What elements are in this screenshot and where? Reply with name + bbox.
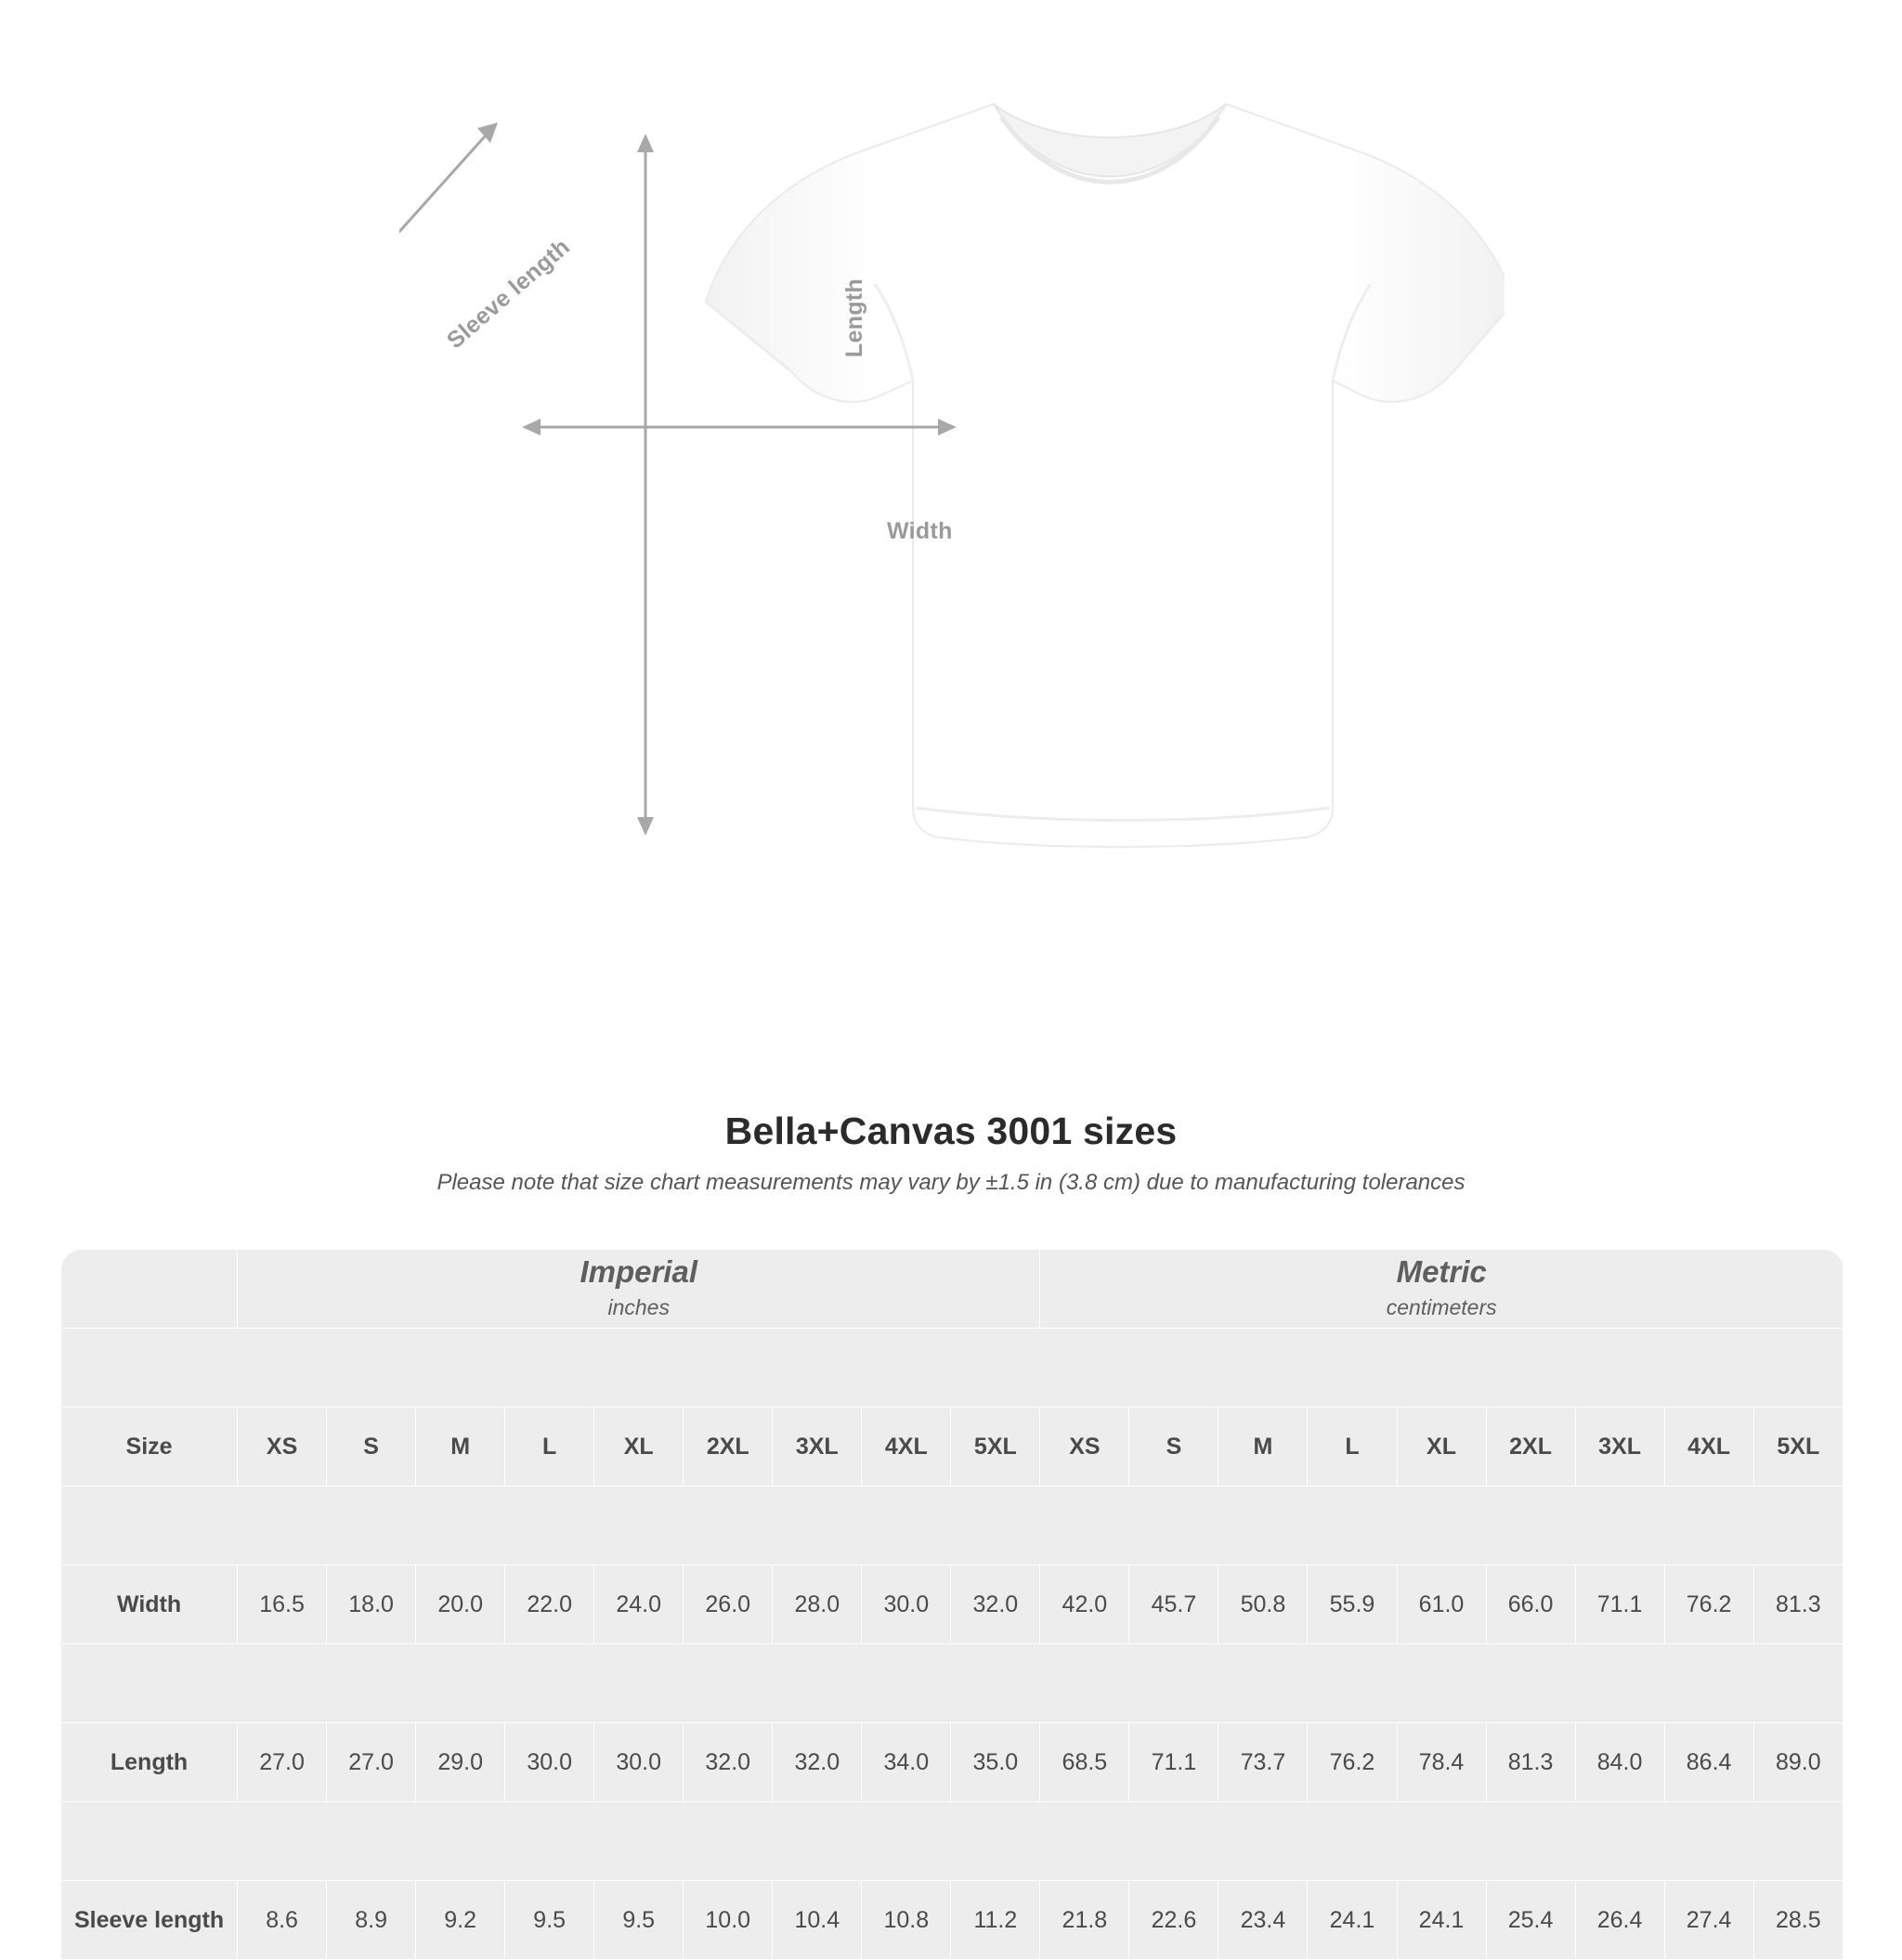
size-table-wrapper — [60, 1249, 1843, 1960]
cell-sleeve-4: 9.5 — [594, 1881, 684, 1960]
cell-length-4: 30.0 — [594, 1723, 684, 1802]
cell-sleeve-14: 25.4 — [1486, 1881, 1575, 1960]
size-col-2xl-imperial: 2XL — [684, 1408, 773, 1486]
cell-length-14: 81.3 — [1486, 1723, 1575, 1802]
cell-sleeve-0: 8.6 — [238, 1881, 327, 1960]
cell-width-1: 18.0 — [327, 1565, 416, 1644]
cell-sleeve-13: 24.1 — [1397, 1881, 1486, 1960]
size-col-xl-imperial: XL — [594, 1408, 684, 1486]
unit-group-metric-sub: centimeters — [1386, 1295, 1497, 1320]
cell-sleeve-10: 22.6 — [1129, 1881, 1218, 1960]
cell-length-6: 32.0 — [773, 1723, 862, 1802]
size-col-s-imperial: S — [327, 1408, 416, 1486]
cell-length-1: 27.0 — [327, 1723, 416, 1802]
size-header-row — [61, 1408, 1843, 1486]
size-col-3xl-metric: 3XL — [1575, 1408, 1664, 1486]
cell-length-5: 32.0 — [684, 1723, 773, 1802]
size-col-4xl-imperial: 4XL — [862, 1408, 951, 1486]
table-row — [61, 1565, 1843, 1644]
unit-group-imperial-sub: inches — [607, 1295, 670, 1320]
unit-group-imperial — [238, 1250, 1040, 1329]
cell-sleeve-15: 26.4 — [1575, 1881, 1664, 1960]
cell-width-13: 61.0 — [1397, 1565, 1486, 1644]
cell-sleeve-5: 10.0 — [684, 1881, 773, 1960]
cell-width-4: 24.0 — [594, 1565, 684, 1644]
table-spacer — [61, 1802, 1843, 1881]
size-col-m-metric: M — [1218, 1408, 1308, 1486]
table-spacer — [61, 1644, 1843, 1723]
size-header-label: Size — [61, 1408, 238, 1486]
cell-length-9: 68.5 — [1040, 1723, 1129, 1802]
cell-length-3: 30.0 — [505, 1723, 594, 1802]
size-col-2xl-metric: 2XL — [1486, 1408, 1575, 1486]
unit-group-imperial-name: Imperial — [580, 1253, 697, 1289]
cell-length-15: 84.0 — [1575, 1723, 1664, 1802]
size-col-3xl-imperial: 3XL — [773, 1408, 862, 1486]
cell-length-7: 34.0 — [862, 1723, 951, 1802]
size-col-s-metric: S — [1129, 1408, 1218, 1486]
cell-length-0: 27.0 — [238, 1723, 327, 1802]
cell-width-2: 20.0 — [416, 1565, 505, 1644]
cell-sleeve-17: 28.5 — [1753, 1881, 1843, 1960]
page-title: Bella+Canvas 3001 sizes — [724, 1110, 1178, 1152]
cell-width-16: 76.2 — [1664, 1565, 1753, 1644]
title-block — [0, 1110, 1902, 1196]
table-row — [61, 1881, 1843, 1960]
cell-width-17: 81.3 — [1753, 1565, 1843, 1644]
cell-width-5: 26.0 — [684, 1565, 773, 1644]
label-sleeve-length: Sleeve length — [442, 233, 575, 355]
unit-group-metric — [1040, 1250, 1843, 1329]
cell-sleeve-3: 9.5 — [505, 1881, 594, 1960]
cell-length-12: 76.2 — [1308, 1723, 1397, 1802]
size-col-5xl-metric: 5XL — [1753, 1408, 1843, 1486]
size-col-xs-metric: XS — [1040, 1408, 1129, 1486]
cell-sleeve-9: 21.8 — [1040, 1881, 1129, 1960]
cell-width-15: 71.1 — [1575, 1565, 1664, 1644]
size-table — [60, 1249, 1843, 1960]
cell-sleeve-6: 10.4 — [773, 1881, 862, 1960]
cell-width-14: 66.0 — [1486, 1565, 1575, 1644]
tolerance-note: Please note that size chart measurements may vary by ±1.5 in (3.8 cm) due to manufacturing tolerances — [436, 1170, 1466, 1195]
tshirt-figure — [399, 65, 1505, 1049]
unit-group-metric-name: Metric — [1396, 1253, 1487, 1289]
cell-length-11: 73.7 — [1218, 1723, 1308, 1802]
cell-sleeve-1: 8.9 — [327, 1881, 416, 1960]
cell-length-8: 35.0 — [951, 1723, 1040, 1802]
cell-width-12: 55.9 — [1308, 1565, 1397, 1644]
cell-width-0: 16.5 — [238, 1565, 327, 1644]
unit-header-spacer — [61, 1250, 238, 1329]
row-label-width: Width — [61, 1565, 238, 1644]
cell-sleeve-11: 23.4 — [1218, 1881, 1308, 1960]
cell-length-17: 89.0 — [1753, 1723, 1843, 1802]
cell-width-6: 28.0 — [773, 1565, 862, 1644]
cell-length-10: 71.1 — [1129, 1723, 1218, 1802]
size-col-xs-imperial: XS — [238, 1408, 327, 1486]
cell-width-7: 30.0 — [862, 1565, 951, 1644]
cell-length-2: 29.0 — [416, 1723, 505, 1802]
table-spacer — [61, 1329, 1843, 1408]
cell-sleeve-16: 27.4 — [1664, 1881, 1753, 1960]
table-row — [61, 1723, 1843, 1802]
cell-width-11: 50.8 — [1218, 1565, 1308, 1644]
cell-sleeve-2: 9.2 — [416, 1881, 505, 1960]
size-col-l-imperial: L — [505, 1408, 594, 1486]
unit-header-row — [61, 1250, 1843, 1329]
cell-sleeve-12: 24.1 — [1308, 1881, 1397, 1960]
size-col-4xl-metric: 4XL — [1664, 1408, 1753, 1486]
label-length: Length — [841, 278, 867, 357]
cell-length-13: 78.4 — [1397, 1723, 1486, 1802]
cell-length-16: 86.4 — [1664, 1723, 1753, 1802]
size-col-l-metric: L — [1308, 1408, 1397, 1486]
cell-width-10: 45.7 — [1129, 1565, 1218, 1644]
cell-sleeve-7: 10.8 — [862, 1881, 951, 1960]
cell-width-3: 22.0 — [505, 1565, 594, 1644]
table-spacer — [61, 1486, 1843, 1565]
cell-width-8: 32.0 — [951, 1565, 1040, 1644]
size-col-xl-metric: XL — [1397, 1408, 1486, 1486]
size-col-5xl-imperial: 5XL — [951, 1408, 1040, 1486]
cell-sleeve-8: 11.2 — [951, 1881, 1040, 1960]
tshirt-icon — [399, 65, 1505, 1049]
row-label-sleeve-length: Sleeve length — [61, 1881, 238, 1960]
size-col-m-imperial: M — [416, 1408, 505, 1486]
row-label-length: Length — [61, 1723, 238, 1802]
label-width: Width — [887, 518, 953, 544]
cell-width-9: 42.0 — [1040, 1565, 1129, 1644]
